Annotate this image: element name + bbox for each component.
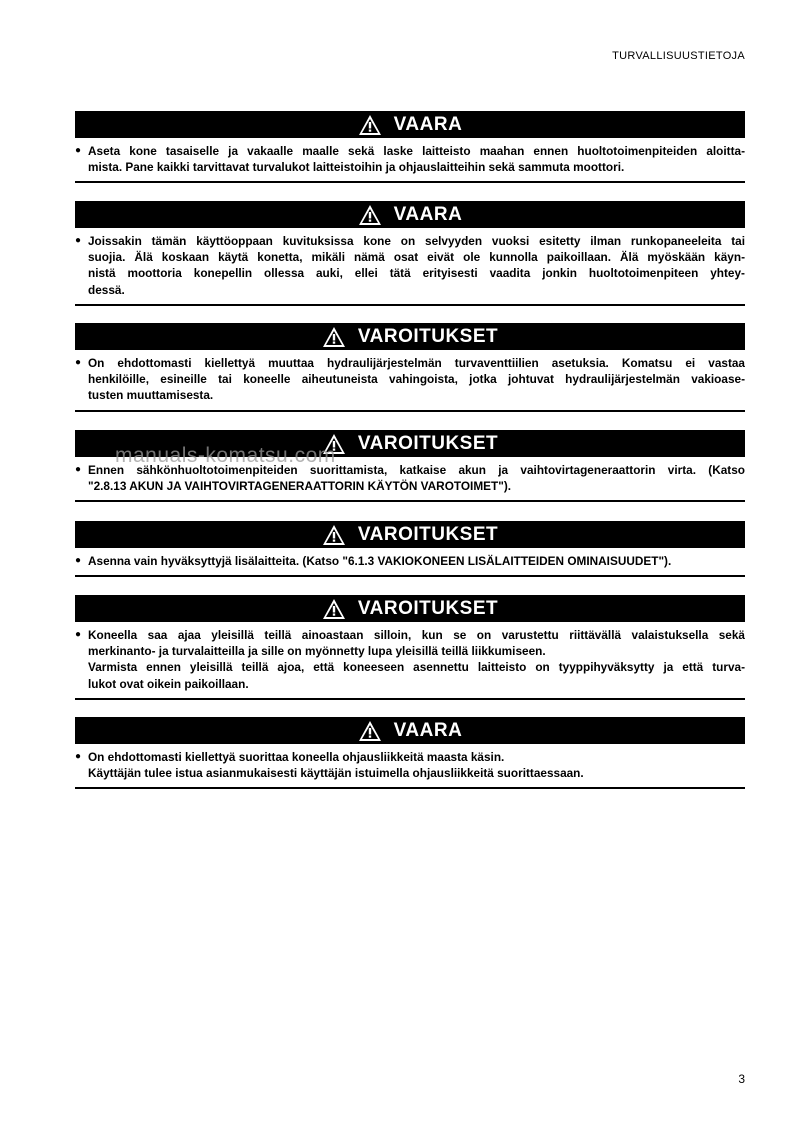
notice-line: On ehdottomasti kiellettyä muuttaa hydraulijärjestelmän turvaventtiilien asetuksia. Komatsu ei vastaa <box>88 356 745 370</box>
warning-notice <box>75 595 745 700</box>
section-header: TURVALLISUUSTIETOJA <box>612 50 745 62</box>
notice-heading-bar <box>75 323 745 350</box>
notice-line: henkilöille, esineille tai koneelle aiheutuneista vahingoista, jotka johtuvat hydraulijärjestelmän vakioase- <box>88 372 745 387</box>
notice-line: On ehdottomasti kiellettyä suorittaa koneella ohjausliikkeitä maasta käsin. <box>88 750 505 764</box>
warning-triangle-icon <box>358 204 382 226</box>
notice-line: suojia. Älä koskaan käytä konetta, mikäli nämä osat eivät ole kunnolla paikoillaan. Älä myöskään käyn- <box>88 250 745 265</box>
notice-item <box>75 355 745 404</box>
notice-item <box>75 749 745 781</box>
notice-heading-label: VAARA <box>393 113 463 135</box>
bullet-icon: ● <box>75 555 82 566</box>
warning-triangle-icon <box>322 433 346 455</box>
warning-triangle-icon <box>358 114 382 136</box>
warning-notice <box>75 430 745 502</box>
warning-notice <box>75 521 745 577</box>
page-number: 3 <box>738 1072 745 1086</box>
warning-triangle-icon <box>358 720 382 742</box>
bullet-icon: ● <box>75 235 82 246</box>
notice-line: Asenna vain hyväksyttyjä lisälaitteita. (Katso "6.1.3 VAKIOKONEEN LISÄLAITTEIDEN OMINAISUUDET"). <box>88 554 672 568</box>
notice-body <box>75 228 745 306</box>
warning-triangle-icon <box>322 598 346 620</box>
notice-line: Koneella saa ajaa yleisillä teillä ainoastaan silloin, kun se on varustettu riittävällä valaistuksella sekä <box>88 628 745 642</box>
watermark: manuals-komatsu.com <box>115 444 336 467</box>
notice-body <box>75 548 745 577</box>
notice-line: mista. Pane kaikki tarvittavat turvalukot laitteistoihin ja ohjauslaitteihin sekä sammuta moottori. <box>88 160 625 175</box>
notice-body <box>75 744 745 789</box>
warning-notice <box>75 323 745 412</box>
notice-heading-bar <box>75 430 745 457</box>
notice-line: tusten muuttamisesta. <box>88 388 214 403</box>
notice-heading-bar <box>75 717 745 744</box>
notice-heading-bar <box>75 201 745 228</box>
notice-item <box>75 143 745 175</box>
notice-heading-label: VAROITUKSET <box>357 597 499 619</box>
notice-heading-label: VAROITUKSET <box>357 432 499 454</box>
bullet-icon: ● <box>75 629 82 640</box>
notice-line: Käyttäjän tulee istua asianmukaisesti käyttäjän istuimella ohjausliikkeitä suorittaessaan. <box>88 766 584 781</box>
notice-line: dessä. <box>88 282 125 297</box>
notice-heading-bar <box>75 521 745 548</box>
notice-heading-label: VAARA <box>393 719 463 741</box>
notice-heading-label: VAROITUKSET <box>357 325 499 347</box>
notice-heading-bar <box>75 595 745 622</box>
warning-triangle-icon <box>322 524 346 546</box>
notice-item <box>75 627 745 692</box>
warning-triangle-icon <box>322 326 346 348</box>
bullet-icon: ● <box>75 357 82 368</box>
notice-body <box>75 622 745 700</box>
danger-notice <box>75 717 745 789</box>
notice-line: Ennen sähkönhuoltotoimenpiteiden suorittamista, katkaise akun ja vaihtovirtageneraattorin virta. (Katso <box>88 463 745 477</box>
notice-line: Varmista ennen yleisillä teillä ajoa, että koneeseen asennettu laitteisto on tyyppihyväksytty ja että turva- <box>88 660 745 675</box>
notice-item <box>75 462 745 494</box>
bullet-icon: ● <box>75 145 82 156</box>
notice-body <box>75 138 745 183</box>
notice-body <box>75 457 745 502</box>
notice-line: nistä moottoria konepellin ollessa auki, ellei tätä erityisesti vaadita jonkin huoltotoimenpiteen yhtey- <box>88 266 745 281</box>
bullet-icon: ● <box>75 464 82 475</box>
notice-heading-label: VAARA <box>393 203 463 225</box>
notice-line: Joissakin tämän käyttöoppaan kuvituksissa kone on selvyyden vuoksi esitetty ilman runkopaneeleita tai <box>88 234 745 248</box>
notice-line: lukot ovat oikein paikoillaan. <box>88 676 249 691</box>
notice-item <box>75 553 745 569</box>
notice-line: merkinanto- ja turvalaitteilla ja sille on myönnetty lupa yleisillä teillä liikkumiseen. <box>88 644 546 659</box>
notice-heading-bar <box>75 111 745 138</box>
danger-notice <box>75 111 745 183</box>
notice-heading-label: VAROITUKSET <box>357 523 499 545</box>
bullet-icon: ● <box>75 751 82 762</box>
danger-notice <box>75 201 745 306</box>
notice-line: Aseta kone tasaiselle ja vakaalle maalle sekä laske laitteisto maahan ennen huoltotoimenpiteiden aloitta- <box>88 144 745 158</box>
notice-item <box>75 233 745 298</box>
notice-line: "2.8.13 AKUN JA VAIHTOVIRTAGENERAATTORIN KÄYTÖN VAROTOIMET"). <box>88 479 512 494</box>
notice-body <box>75 350 745 412</box>
